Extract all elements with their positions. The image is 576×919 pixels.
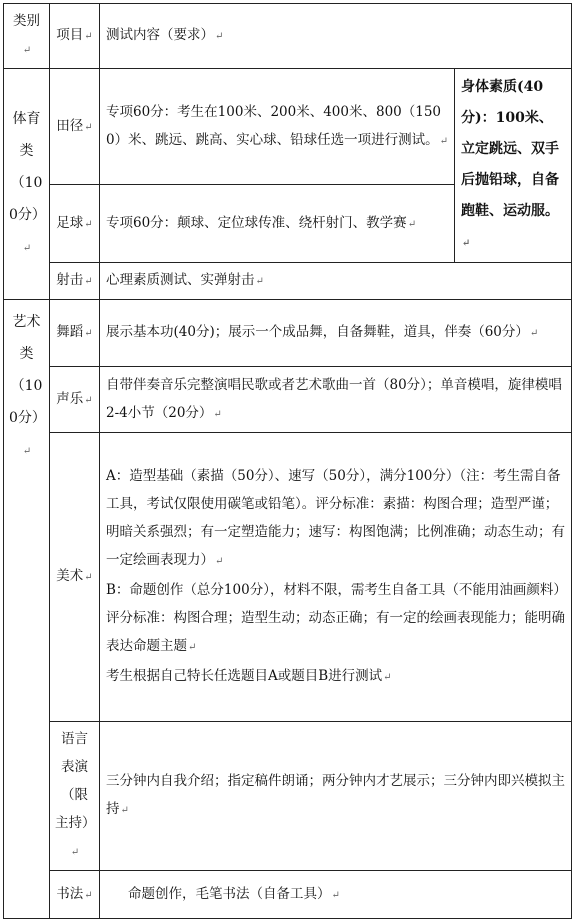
row-dance [4,300,572,367]
row-speech [4,722,572,871]
art-vocal-name: 声乐↵ [50,367,100,433]
fine-art-option-b: B：命题创作（总分100分），材料不限，需考生自备工具（不能用油画颜料）评分标准：构图合理；造型生动；动态正确；有一定的绘画表现能力；能明确表达命题主题↵ [106,582,565,654]
row-calligraphy [4,871,572,919]
exam-content-table [3,3,572,919]
art-vocal-content: 自带伴奏音乐完整演唱民歌或者艺术歌曲一首（80分）；单音模唱，旋律模唱2-4小节（20分）↵ [100,367,572,433]
row-fine-art [4,433,572,722]
header-content: 测试内容（要求）↵ [100,4,572,69]
art-dance-content: 展示基本功(40分)；展示一个成品舞，自备舞鞋，道具，伴奏（60分）↵ [100,300,572,367]
fine-art-note: 考生根据自己特长任选题目A或题目B进行测试↵ [106,668,392,684]
header-item: 项目↵ [50,4,100,69]
header-category: 类别↵ [4,4,50,69]
art-calligraphy-content: 命题创作，毛笔书法（自备工具）↵ [100,871,572,919]
art-speech-name: 语言表演（限主持）↵ [50,722,100,871]
art-dance-name: 舞蹈↵ [50,300,100,367]
pe-physical-content: 身体素质(40分)：100米、立定跳远、双手后抛铅球，自备跑鞋、运动服。↵ [454,69,571,263]
header-row [4,4,572,69]
art-fine-art-content [100,433,572,722]
pe-football-content: 专项60分：颠球、定位球传准、绕杆射门、教学赛↵ [100,185,455,263]
fine-art-option-a: A：造型基础（素描（50分）、速写（50分），满分100分）（注：考生需自备工具，考试仅限使用碳笔或铅笔）。评分标准：素描：构图合理；造型严谨；明暗关系强烈；有一定塑造能力；速写：构图饱满；比例准确；动态生动；有一定绘画表现力）↵ [106,468,565,568]
art-speech-content: 三分钟内自我介绍；指定稿件朗诵；两分钟内才艺展示；三分钟内即兴模拟主持↵ [100,722,572,871]
row-shooting [4,263,572,300]
art-calligraphy-name: 书法↵ [50,871,100,919]
pe-track-name: 田径↵ [50,69,100,185]
pe-football-name: 足球↵ [50,185,100,263]
row-vocal [4,367,572,433]
pe-shooting-content: 心理素质测试、实弹射击↵ [100,263,572,300]
art-category: 艺术类（100分）↵ [4,300,50,919]
pe-track-content: 专项60分：考生在100米、200米、400米、800（1500）米、跳远、跳高、实心球、铅球任选一项进行测试。↵ [100,69,455,185]
row-track [4,69,572,185]
art-fine-art-name: 美术↵ [50,433,100,722]
pe-category: 体育类（100分）↵ [4,69,50,300]
pe-shooting-name: 射击↵ [50,263,100,300]
